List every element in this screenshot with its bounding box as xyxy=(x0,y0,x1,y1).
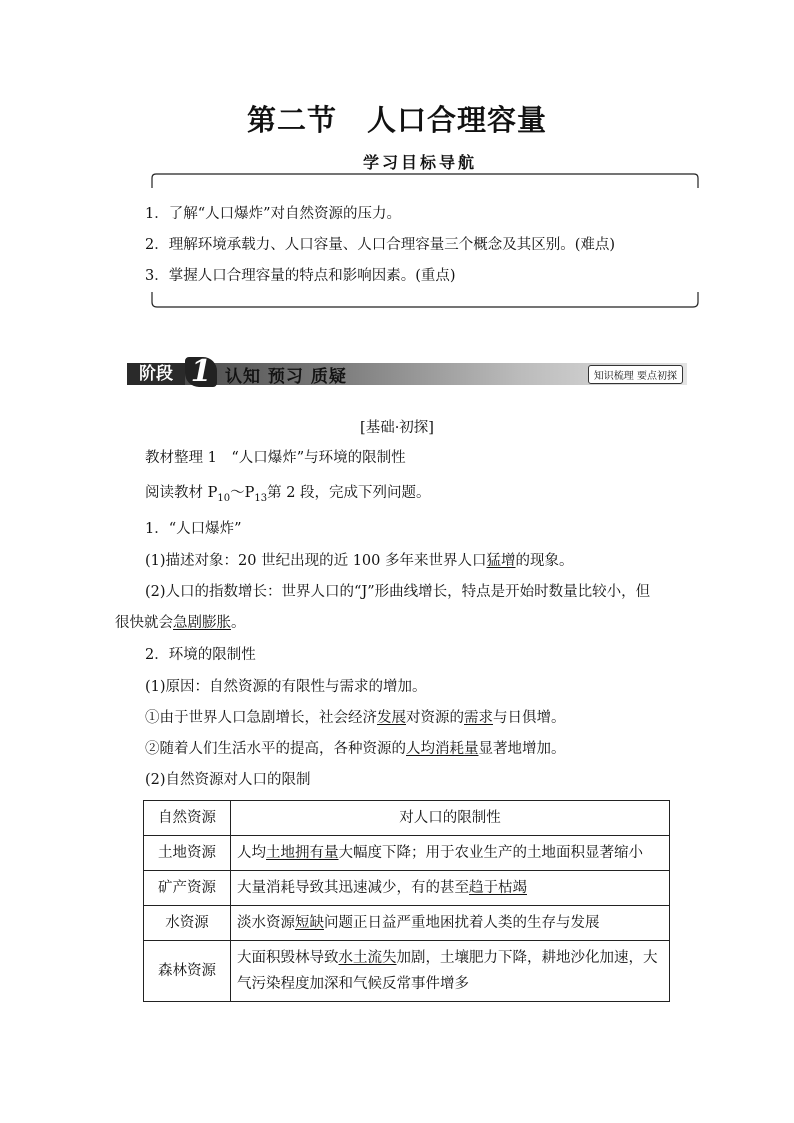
paragraph: (1)描述对象：20 世纪出现的近 100 多年来世界人口猛增的现象。 xyxy=(145,553,574,569)
table-row xyxy=(144,836,670,871)
objectives-heading: 学习目标导航 xyxy=(340,150,500,173)
stage-banner xyxy=(127,354,687,389)
resource-limit: 大面积毁林导致水土流失加剧，土壤肥力下降，耕地沙化加速，大气污染程度加深和气候反常事件增多 xyxy=(231,941,670,1002)
banner-right-label: 知识梳理 要点初探 xyxy=(588,365,683,384)
paragraph: (2)自然资源对人口的限制 xyxy=(145,772,311,788)
resource-limit: 淡水资源短缺问题正日益严重地困扰着人类的生存与发展 xyxy=(231,906,670,941)
section-label: [基础·初探] xyxy=(360,420,434,436)
resource-name: 矿产资源 xyxy=(144,871,231,906)
paragraph: (1)原因：自然资源的有限性与需求的增加。 xyxy=(145,679,427,695)
resource-limit: 人均土地拥有量大幅度下降；用于农业生产的土地面积显著缩小 xyxy=(231,836,670,871)
material-heading: 教材整理 1 “人口爆炸”与环境的限制性 xyxy=(145,450,406,466)
heading-environment-limits: 2．环境的限制性 xyxy=(145,647,256,663)
table-header-row xyxy=(144,801,670,836)
paragraph: ②随着人们生活水平的提高，各种资源的人均消耗量显著地增加。 xyxy=(145,741,566,757)
page-title xyxy=(0,98,794,139)
reading-instruction: 阅读教材 $P_{10}\sim P_{13}$第 2 段，完成下列问题。 xyxy=(145,485,431,504)
objective-item: 2．理解环境承载力、人口容量、人口合理容量三个概念及其区别。(难点) xyxy=(145,237,616,253)
resource-limit: 大量消耗导致其迅速减少，有的甚至趋于枯竭 xyxy=(231,871,670,906)
resource-limits-table xyxy=(143,800,670,1002)
section-title: 人口合理容量 xyxy=(367,103,548,137)
resource-name: 水资源 xyxy=(144,906,231,941)
resource-name: 土地资源 xyxy=(144,836,231,871)
section-number: 第二节 xyxy=(246,103,337,137)
table-row xyxy=(144,871,670,906)
resource-name: 森林资源 xyxy=(144,941,231,1002)
paragraph: (2)人口的指数增长：世界人口的“J”形曲线增长，特点是开始时数量比较小，但 xyxy=(145,584,651,600)
banner-number: 1 xyxy=(185,357,217,387)
table-row xyxy=(144,941,670,1002)
paragraph: 很快就会急剧膨胀。 xyxy=(115,615,246,631)
objective-item: 3．掌握人口合理容量的特点和影响因素。(重点) xyxy=(145,268,456,284)
objective-item: 1．了解“人口爆炸”对自然资源的压力。 xyxy=(145,206,402,222)
table-header: 对人口的限制性 xyxy=(231,801,670,836)
table-header: 自然资源 xyxy=(144,801,231,836)
table-row xyxy=(144,906,670,941)
heading-population-explosion: 1．“人口爆炸” xyxy=(145,521,242,537)
banner-tag: 阶段 xyxy=(127,363,185,385)
banner-text: 认知 预习 质疑 xyxy=(225,367,347,387)
paragraph: ①由于世界人口急剧增长，社会经济发展对资源的需求与日俱增。 xyxy=(145,710,566,726)
